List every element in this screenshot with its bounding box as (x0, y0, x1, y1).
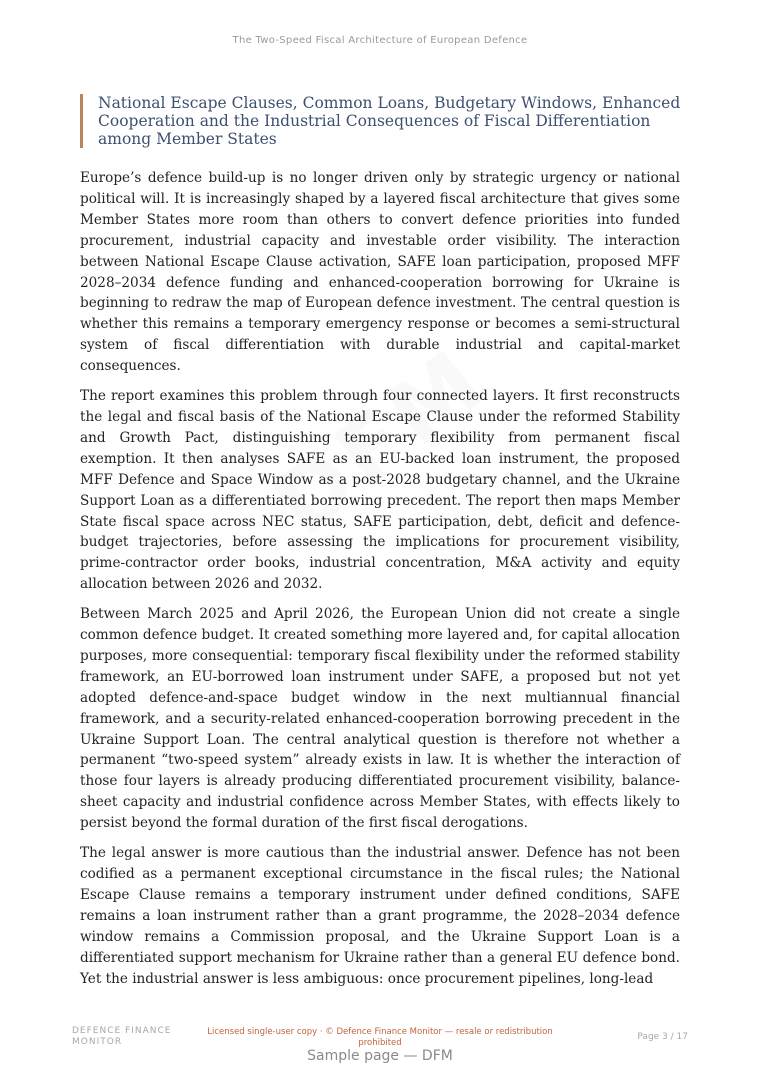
running-head: The Two-Speed Fiscal Architecture of European Defence (232, 35, 528, 46)
body-text (80, 168, 680, 998)
section-heading: National Escape Clauses, Common Loans, Budgetary Windows, Enhanced Cooperation and the Industrial Consequences of Fiscal Differentiation among Member States (80, 94, 693, 148)
paragraph-3: Between March 2025 and April 2026, the European Union did not create a single common defence budget. It created something more layered and, for capital allocation purposes, more consequential: temporary fiscal flexibility under the reformed stability framework, an EU-borrowed loan instrument under SAFE, a proposed but not yet adopted defence-and-space budget window in the next multiannual financial framework, and a security-related enhanced-cooperation borrowing precedent in the Ukraine Support Loan. The central analytical question is therefore not whether a permanent “two-speed system” already exists in law. It is whether the interaction of those four layers is already producing differentiated procurement visibility, balance-sheet capacity and industrial confidence across Member States, with effects likely to persist beyond the formal duration of the first fiscal derogations. (80, 606, 680, 832)
paragraph-4: The legal answer is more cautious than the industrial answer. Defence has not been codified as a permanent exceptional circumstance in the fiscal rules; the National Escape Clause remains a temporary instrument under defined conditions, SAFE remains a loan instrument rather than a grant programme, the 2028–2034 defence window remains a Commission proposal, and the Ukraine Support Loan is a differentiated support mechanism for Ukraine rather than a general EU defence bond. Yet the industrial answer is less ambiguous: once procurement pipelines, long-lead (80, 845, 680, 987)
footer-license-notice: Licensed single-user copy · © Defence Finance Monitor — resale or redistribution prohibited (207, 1027, 553, 1048)
footer-page-number: Page 3 / 17 (637, 1032, 688, 1042)
sample-page-label: Sample page — DFM (307, 1048, 453, 1064)
paragraph-2: The report examines this problem through four connected layers. It first reconstructs the legal and fiscal basis of the National Escape Clause under the reformed Stability and Growth Pact, distinguishing temporary flexibility from permanent fiscal exemption. It then analyses SAFE as an EU-backed loan instrument, the proposed MFF Defence and Space Window as a post-2028 budgetary channel, and the Ukraine Support Loan as a differentiated borrowing precedent. The report then maps Member State fiscal space across NEC status, SAFE participation, debt, deficit and defence-budget trajectories, before assessing the implications for procurement visibility, prime-contractor order books, industrial concentration, M&A activity and equity allocation between 2026 and 2032. (80, 388, 680, 593)
footer-publisher: DEFENCE FINANCE MONITOR (72, 1026, 172, 1047)
paragraph-1: Europe’s defence build-up is no longer driven only by strategic urgency or national political will. It is increasingly shaped by a layered fiscal architecture that gives some Member States more room than others to convert defence priorities into funded procurement, industrial capacity and investable order visibility. The interaction between National Escape Clause activation, SAFE loan participation, proposed MFF 2028–2034 defence funding and enhanced-cooperation borrowing for Ukraine is beginning to redraw the map of European defence investment. The central question is whether this remains a temporary emergency response or becomes a semi-structural system of fiscal differentiation with durable industrial and capital-market consequences. (80, 170, 680, 375)
